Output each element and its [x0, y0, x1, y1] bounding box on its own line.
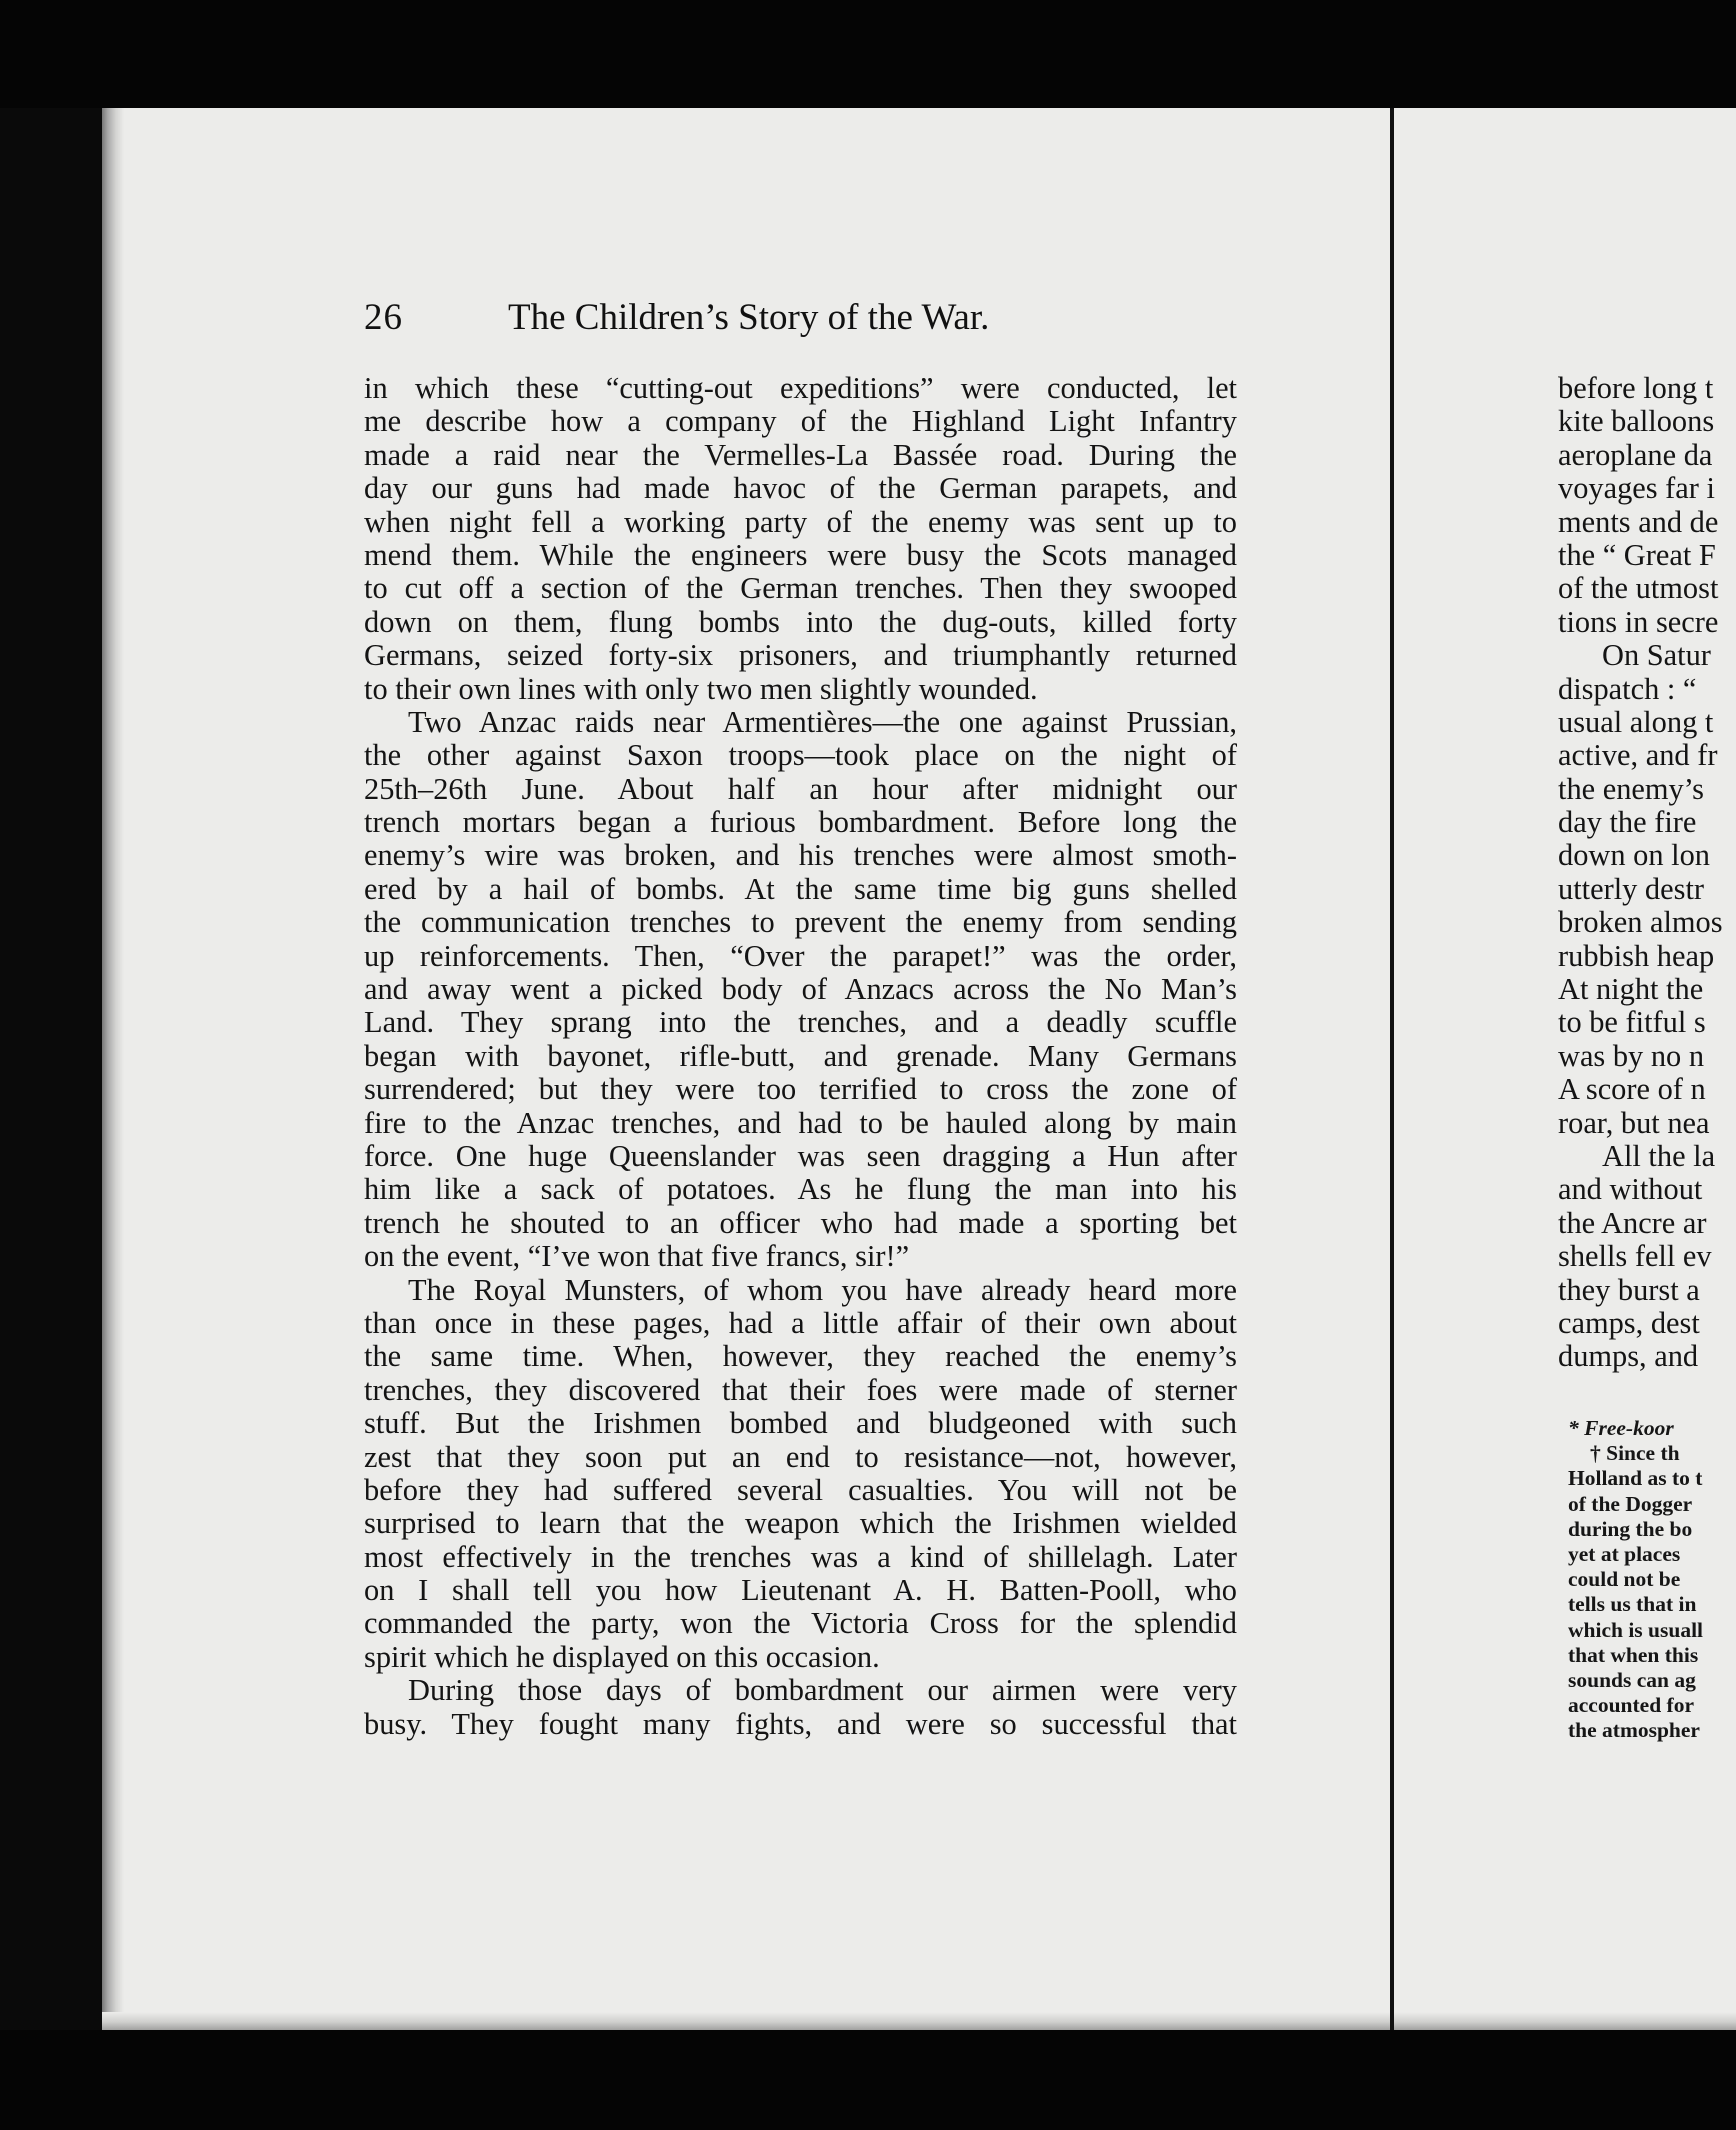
text-line: on the event, “I’ve won that five francs, sir!” — [364, 1239, 910, 1274]
text-line: busy. They fought many fights, and were so successful that — [364, 1706, 1237, 1741]
text-line: dispatch : “ — [1558, 671, 1697, 706]
text-line: the Ancre ar — [1558, 1205, 1707, 1240]
text-line: the communication trenches to prevent the enemy from sending — [364, 905, 1237, 940]
scan-top-border — [0, 0, 1736, 108]
text-line: day the fire — [1558, 805, 1697, 840]
text-line: the enemy’s — [1558, 771, 1705, 806]
footnote-line: † Since th — [1590, 1441, 1680, 1466]
text-line: ered by a hail of bombs. At the same time big guns shelled — [364, 871, 1237, 906]
text-line: down on them, flung bombs into the dug-outs, killed forty — [364, 604, 1237, 639]
text-line: shells fell ev — [1558, 1239, 1712, 1274]
text-line: A score of n — [1558, 1072, 1706, 1107]
footnote-line: of the Dogger — [1568, 1491, 1693, 1516]
text-line: of the utmost — [1558, 571, 1719, 606]
text-line: utterly destr — [1558, 871, 1705, 906]
text-line: the other against Saxon troops—took place on the night of — [364, 738, 1237, 773]
footnote-line: which is usuall — [1568, 1617, 1704, 1642]
text-line: when night fell a working party of the enemy was sent up to — [364, 504, 1237, 539]
text-line: they burst a — [1558, 1272, 1700, 1307]
text-line: commanded the party, won the Victoria Cross for the splendid — [364, 1606, 1237, 1641]
page-left-edge — [102, 108, 124, 2033]
footnote-line: could not be — [1568, 1567, 1681, 1592]
text-line: camps, dest — [1558, 1305, 1700, 1340]
text-line: aeroplane da — [1558, 437, 1713, 472]
running-title: The Children’s Story of the War. — [508, 297, 990, 338]
text-line: roar, but nea — [1558, 1105, 1710, 1140]
page-number: 26 — [364, 297, 403, 338]
text-line: to their own lines with only two men slightly wounded. — [364, 671, 1038, 706]
footnote-line: that when this — [1568, 1642, 1699, 1667]
text-line: stuff. But the Irishmen bombed and bludgeoned with such — [364, 1406, 1237, 1441]
text-line: down on lon — [1558, 838, 1710, 873]
footnote-line: during the bo — [1568, 1516, 1693, 1541]
text-line: me describe how a company of the Highland Light Infantry — [364, 404, 1237, 439]
text-line: before they had suffered several casualties. You will not be — [364, 1472, 1237, 1507]
text-line: voyages far i — [1558, 471, 1715, 506]
text-line: than once in these pages, had a little affair of their own about — [364, 1305, 1237, 1340]
text-line: the “ Great F — [1558, 537, 1716, 572]
text-line: on I shall tell you how Lieutenant A. H. Batten-Pooll, who — [364, 1573, 1237, 1608]
text-line: usual along t — [1558, 704, 1714, 739]
text-line: in which these “cutting-out expeditions” were conducted, let — [364, 371, 1237, 405]
right-page-footnotes — [1568, 1416, 1736, 1743]
text-line: to cut off a section of the German trenches. Then they swooped — [364, 571, 1237, 606]
text-line: Germans, seized forty-six prisoners, and triumphantly returned — [364, 638, 1237, 673]
text-line: broken almos — [1558, 905, 1723, 940]
text-line: The Royal Munsters, of whom you have already heard more — [408, 1272, 1237, 1307]
footnote-line: * Free-koor — [1568, 1416, 1674, 1440]
text-line: At night the — [1558, 972, 1704, 1007]
text-line: fire to the Anzac trenches, and had to be hauled along by main — [364, 1105, 1237, 1140]
footnote-line: the atmospher — [1568, 1718, 1700, 1743]
footnote-line: accounted for — [1568, 1693, 1694, 1718]
right-page-text — [1558, 372, 1736, 1374]
text-line: and away went a picked body of Anzacs across the No Man’s — [364, 972, 1237, 1007]
text-line: ments and de — [1558, 504, 1719, 539]
text-line: dumps, and — [1558, 1339, 1699, 1374]
left-page-text — [364, 372, 1237, 1741]
text-line: force. One huge Queenslander was seen dragging a Hun after — [364, 1138, 1237, 1173]
text-line: zest that they soon put an end to resistance—not, however, — [364, 1439, 1237, 1474]
footnote-line: tells us that in — [1568, 1592, 1697, 1617]
text-line: 25th–26th June. About half an hour after midnight our — [364, 771, 1237, 806]
scan-bottom-border — [0, 2030, 1736, 2130]
text-line: up reinforcements. Then, “Over the parapet!” was the order, — [364, 938, 1237, 973]
book-gutter — [1390, 108, 1394, 2033]
text-line: On Satur — [1602, 638, 1711, 673]
text-line: mend them. While the engineers were busy the Scots managed — [364, 537, 1237, 572]
text-line: kite balloons — [1558, 404, 1715, 439]
text-line: Two Anzac raids near Armentières—the one against Prussian, — [408, 704, 1237, 739]
text-line: to be fitful s — [1558, 1005, 1706, 1040]
text-line: made a raid near the Vermelles-La Bassée road. During the — [364, 437, 1237, 472]
text-line: most effectively in the trenches was a kind of shillelagh. Later — [364, 1539, 1237, 1574]
text-line: him like a sack of potatoes. As he flung the man into his — [364, 1172, 1237, 1207]
text-line: Land. They sprang into the trenches, and a deadly scuffle — [364, 1005, 1237, 1040]
text-line: rubbish heap — [1558, 938, 1715, 973]
text-line: surrendered; but they were too terrified to cross the zone of — [364, 1072, 1237, 1107]
text-line: day our guns had made havoc of the German parapets, and — [364, 471, 1237, 506]
text-line: the same time. When, however, they reached the enemy’s — [364, 1339, 1237, 1374]
text-line: All the la — [1602, 1138, 1716, 1173]
text-line: During those days of bombardment our airmen were very — [408, 1673, 1237, 1708]
text-line: and without — [1558, 1172, 1703, 1207]
text-line: spirit which he displayed on this occasion. — [364, 1639, 880, 1674]
text-line: began with bayonet, rifle-butt, and grenade. Many Germans — [364, 1038, 1237, 1073]
text-line: enemy’s wire was broken, and his trenches were almost smoth- — [364, 838, 1237, 873]
footnote-line: Holland as to t — [1568, 1466, 1703, 1491]
text-line: before long t — [1558, 371, 1714, 405]
text-line: trenches, they discovered that their foes were made of sterner — [364, 1372, 1237, 1407]
text-line: tions in secre — [1558, 604, 1719, 639]
text-line: trench mortars began a furious bombardment. Before long the — [364, 805, 1237, 840]
text-line: was by no n — [1558, 1038, 1705, 1073]
running-head — [364, 296, 1164, 346]
text-line: active, and fr — [1558, 738, 1718, 773]
footnote-line: yet at places — [1568, 1541, 1681, 1566]
text-line: trench he shouted to an officer who had made a sporting bet — [364, 1205, 1237, 1240]
text-line: surprised to learn that the weapon which the Irishmen wielded — [364, 1506, 1237, 1541]
footnote-line: sounds can ag — [1568, 1667, 1696, 1692]
